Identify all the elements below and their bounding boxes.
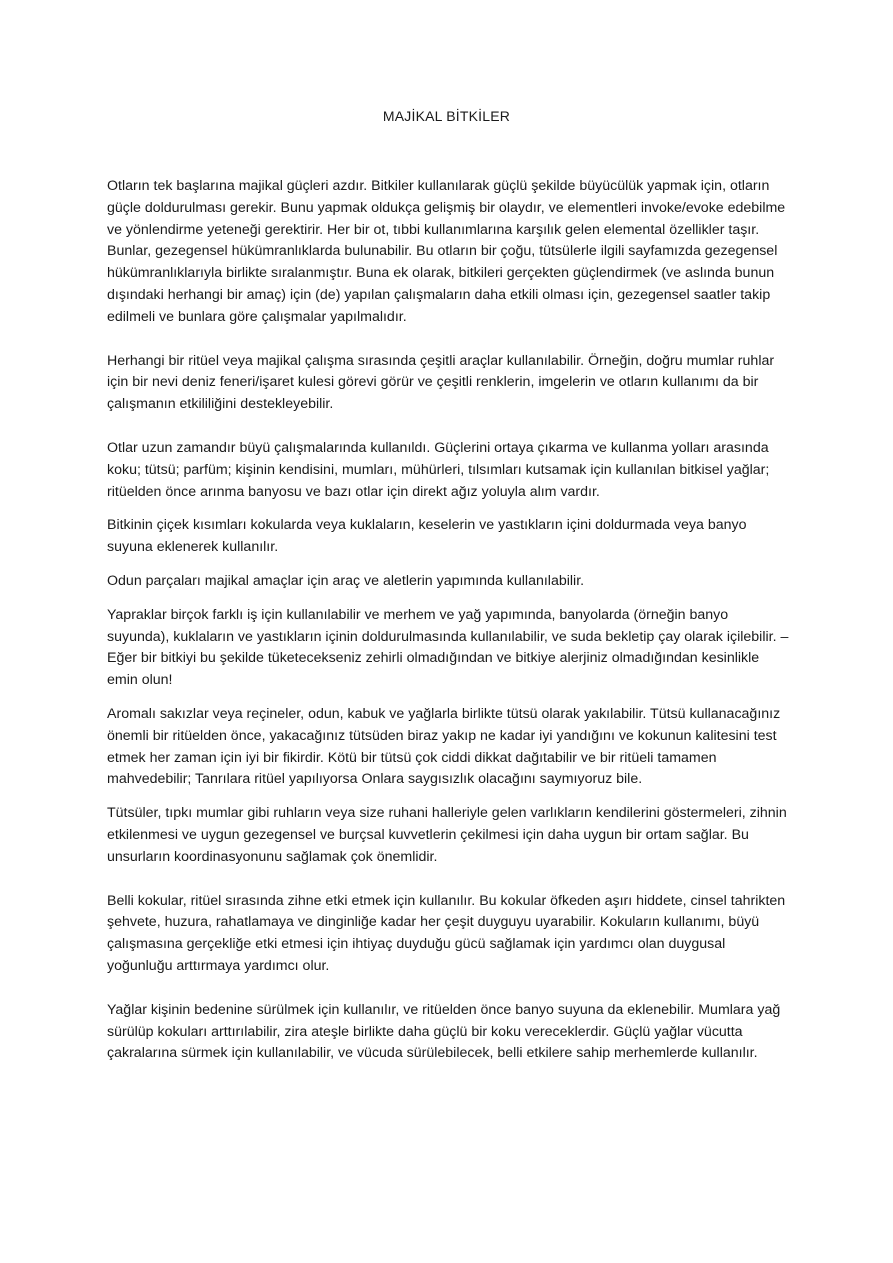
document-title: MAJİKAL BİTKİLER bbox=[382, 108, 511, 124]
paragraph-10: Yağlar kişinin bedenine sürülmek için kullanılır, ve ritüelden önce banyo suyuna da eklenebilir. Mumlara yağ sürülüp kokuları arttırılabilir, zira ateşle birlikte daha güçlü bir koku vereceklerdir. Güçlü yağlar vücutta çakralarına sürmek için kullanılabilir, ve vücuda sürülebilecek, belli etkilere sahip merhemlerde kullanılır. bbox=[107, 1001, 781, 1062]
document-body bbox=[107, 176, 789, 1065]
paragraph-1: Otların tek başlarına majikal güçleri azdır. Bitkiler kullanılarak güçlü şekilde büyücülük yapmak için, otların güçle doldurulması gerekir. Bunu yapmak oldukça gelişmiş bir olaydır, ve elementleri invoke/evoke edebilme ve yönlendirme yeteneği gerektirir. Her bir ot, tıbbi kullanımlarına karşılık gelen elemental özellikler taşır. Bunlar, gezegensel hükümranlıklarda bulunabilir. Bu otların bir çoğu, tütsülerle ilgili sayfamızda gezegensel hükümranlıklarıyla birlikte sıralanmıştır. Buna ek olarak, bitkileri gerçekten güçlendirmek (ve aslında bunun dışındaki herhangi bir amaç) için (de) yapılan çalışmaların daha etkili olması için, gezegensel saatler takip edilmeli ve bunlara göre çalışmalar yapılmalıdır. bbox=[107, 178, 786, 325]
paragraph-2: Herhangi bir ritüel veya majikal çalışma sırasında çeşitli araçlar kullanılabilir. Örneğin, doğru mumlar ruhlar için bir nevi deniz feneri/işaret kulesi görevi görür ve çeşitli renklerin, imgelerin ve otların kullanımı da bir çalışmanın etkililiğini destekleyebilir. bbox=[107, 352, 775, 413]
paragraph-7: Aromalı sakızlar veya reçineler, odun, kabuk ve yağlarla birlikte tütsü olarak yakılabilir. Tütsü kullanacağınız önemli bir ritüelden önce, yakacağınız tütsüden biraz yakıp ne kadar iyi yandığını ve kokunun kalitesini test etmek her zaman için iyi bir fikirdir. Kötü bir tütsü çok ciddi dikkat dağıtabilir ve bir ritüeli tamamen mahvedebilir; Tanrılara ritüel yapılıyorsa Onlara saygısızlık olacağını saymıyoruz bile. bbox=[107, 705, 781, 788]
paragraph-3: Otlar uzun zamandır büyü çalışmalarında kullanıldı. Güçlerini ortaya çıkarma ve kullanma yolları arasında koku; tütsü; parfüm; kişinin kendisini, mumları, mühürleri, tılsımları kutsamak için kullanılan bitkisel yağlar; ritüelden önce arınma banyosu ve bazı otlar için direkt ağız yoluyla alım vardır. bbox=[107, 439, 770, 500]
paragraph-9: Belli kokular, ritüel sırasında zihne etki etmek için kullanılır. Bu kokular öfkeden aşırı hiddete, cinsel tahrikten şehvete, huzura, rahatlamaya ve dinginliğe kadar her çeşit duyguyu uyarabilir. Kokuların kullanımı, büyü çalışmasına gerçekliğe etki etmesi için ihtiyaç duyduğu gücü sağlamak için yardımcı olan duygusal yoğunluğu arttırmaya yardımcı olur. bbox=[107, 892, 786, 974]
paragraph-4: Bitkinin çiçek kısımları kokularda veya kuklaların, keselerin ve yastıkların içini doldurmada veya banyo suyuna eklenerek kullanılır. bbox=[107, 517, 747, 556]
paragraph-6: Yapraklar birçok farklı iş için kullanılabilir ve merhem ve yağ yapımında, banyolarda (örneğin banyo suyunda), kuklaların ve yastıkların içinin doldurulmasında kullanılabilir, ve suda bekletip çay olarak içilebilir. – Eğer bir bitkiyi bu şekilde tüketecekseniz zehirli olmadığından ve bitkiye alerjiniz olmadığından kesinlikle emin olun! bbox=[107, 606, 789, 689]
paragraph-5: Odun parçaları majikal amaçlar için araç ve aletlerin yapımında kullanılabilir. bbox=[107, 572, 585, 589]
paragraph-8: Tütsüler, tıpkı mumlar gibi ruhların veya size ruhani halleriyle gelen varlıkların kendilerini göstermeleri, zihnin etkilenmesi ve uygun gezegensel ve burçsal kuvvetlerin çekilmesi için daha uygun bir ortam sağlar. Bu unsurların koordinasyonunu sağlamak çok önemlidir. bbox=[107, 805, 787, 865]
